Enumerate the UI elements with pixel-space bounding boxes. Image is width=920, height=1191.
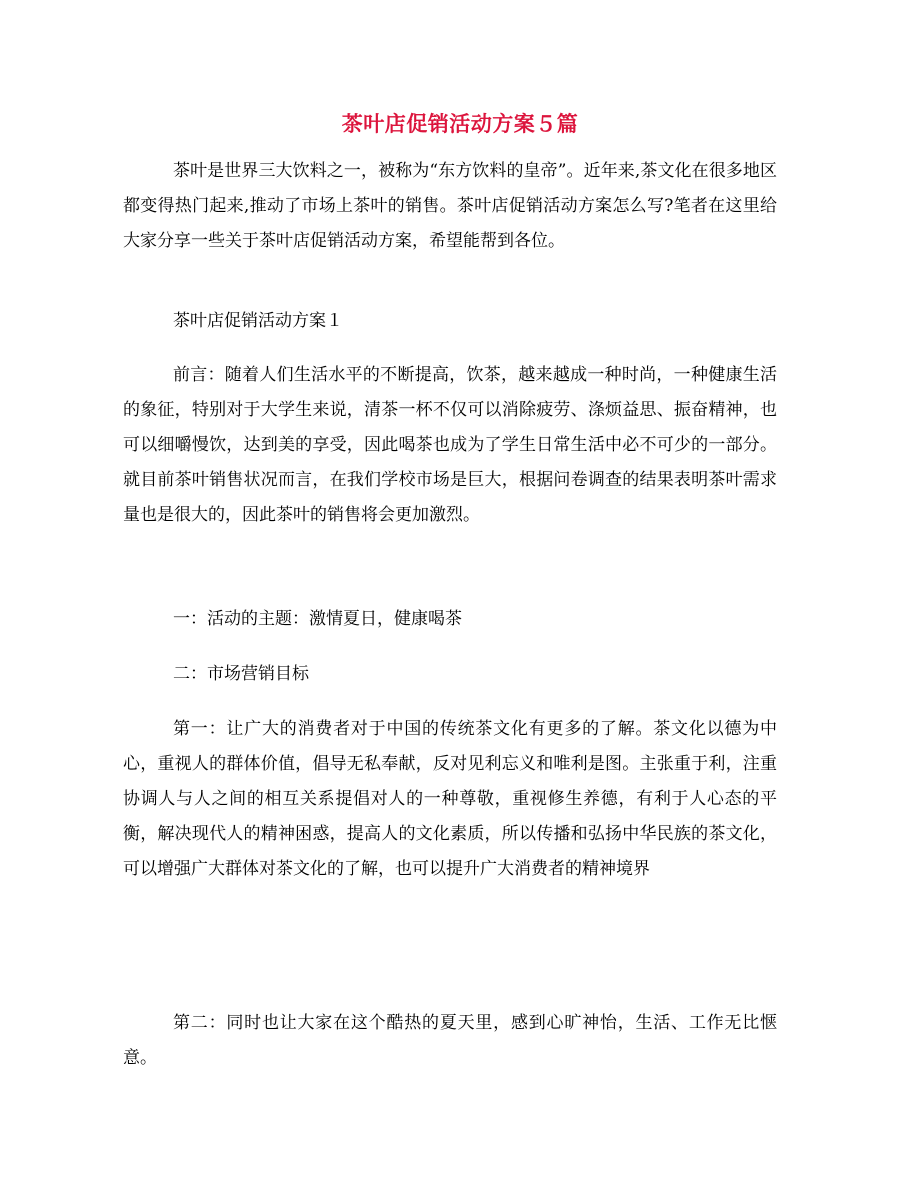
section-heading: 茶叶店促销活动方案１	[173, 311, 343, 331]
marketing-goals-heading: 二：市场营销目标	[173, 664, 309, 684]
goal-two-paragraph: 第二：同时也让大家在这个酷热的夏天里，感到心旷神怡，生活、工作无比惬意。	[123, 1013, 777, 1068]
preface-paragraph: 前言：随着人们生活水平的不断提高，饮茶，越来越成一种时尚，一种健康生活的象征，特别对于大学生来说，清茶一杯不仅可以消除疲劳、涤烦益思、振奋精神，也可以细嚼慢饮，达到美的享受，因此喝茶也成为了学生日常生活中必不可少的一部分。就目前茶叶销售状况而言，在我们学校市场是巨大，根据问卷调查的结果表明茶叶需求量也是很大的，因此茶叶的销售将会更加激烈。	[123, 365, 777, 525]
document-title: 茶叶店促销活动方案５篇	[341, 112, 579, 136]
intro-paragraph: 茶叶是世界三大饮料之一，被称为“东方饮料的皇帝”。近年来,茶文化在很多地区都变得热门起来,推动了市场上茶叶的销售。茶叶店促销活动方案怎么写?笔者在这里给大家分享一些关于茶叶店促销活动方案，希望能帮到各位。	[123, 161, 777, 251]
goal-one-paragraph: 第一：让广大的消费者对于中国的传统茶文化有更多的了解。茶文化以德为中心，重视人的群体价值，倡导无私奉献，反对见利忘义和唯利是图。主张重于利，注重协调人与人之间的相互关系提倡对人的一种尊敬，重视修生养德，有利于人心态的平衡，解决现代人的精神困惑，提高人的文化素质，所以传播和弘扬中华民族的茶文化，可以增强广大群体对茶文化的了解，也可以提升广大消费者的精神境界	[123, 719, 777, 879]
activity-theme: 一：活动的主题：激情夏日，健康喝茶	[173, 609, 462, 629]
